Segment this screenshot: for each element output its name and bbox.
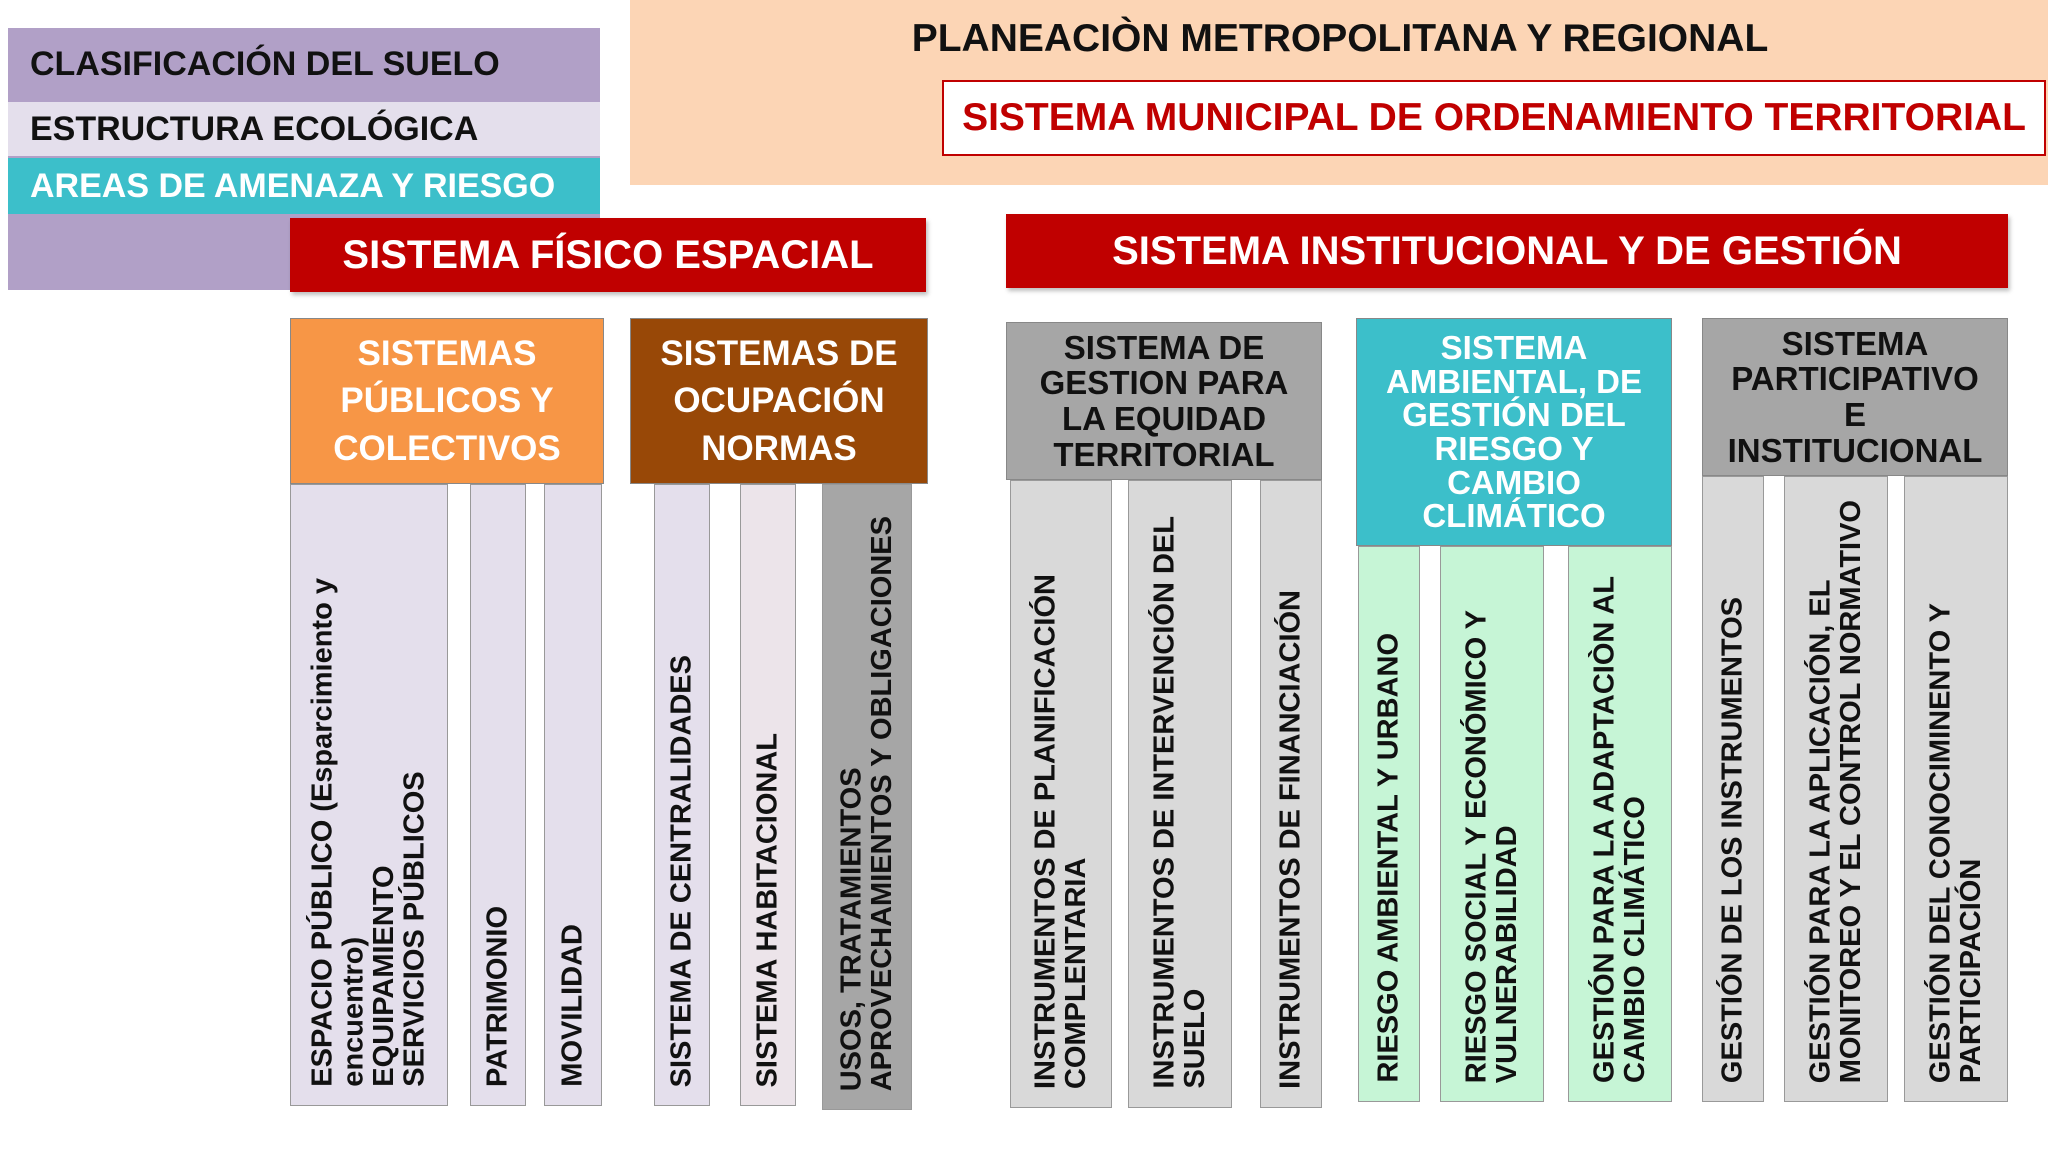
column-movilidad bbox=[544, 484, 602, 1106]
legend-item-estructura-ecologica bbox=[8, 102, 600, 156]
column-financiacion bbox=[1260, 480, 1322, 1108]
column-adaptacion-cambio-climatico bbox=[1568, 546, 1672, 1102]
column-patrimonio bbox=[470, 484, 526, 1106]
legend-item-clasificacion-suelo bbox=[8, 28, 600, 100]
column-label: INSTRUMENTOS DE FINANCIACIÓN bbox=[1274, 590, 1307, 1089]
column-control-normativo bbox=[1784, 476, 1888, 1102]
column-label: RIESGO SOCIAL Y ECONÓMICO Y VULNERABILIDAD bbox=[1460, 609, 1523, 1083]
column-label: INSTRUMENTOS DE PLANIFICACIÓN COMPLENTARIA bbox=[1029, 573, 1092, 1089]
column-riesgo-ambiental bbox=[1358, 546, 1420, 1102]
group-title: SISTEMA PARTICIPATIVO E INSTITUCIONAL bbox=[1727, 324, 1983, 469]
group-header-sistema-ambiental bbox=[1356, 318, 1672, 546]
column-label: GESTIÓN DEL CONOCIMINENTO Y PARTICIPACIÓN bbox=[1924, 602, 1987, 1083]
column-label: PATRIMONIO bbox=[481, 906, 514, 1087]
column-habitacional bbox=[740, 484, 796, 1106]
banner-sistema-institucional-gestion: SISTEMA INSTITUCIONAL Y DE GESTIÓN bbox=[1006, 214, 2008, 288]
column-label: ESPACIO PÚBLICO (Esparcimiento y encuentro) EQUIPAMIENTO SERVICIOS PÚBLICOS bbox=[306, 578, 431, 1087]
column-label: GESTIÓN DE LOS INSTRUMENTOS bbox=[1716, 596, 1749, 1083]
legend-label: CLASIFICACIÓN DEL SUELO bbox=[30, 44, 500, 83]
legend-item-amenaza-riesgo bbox=[8, 158, 600, 214]
group-title: SISTEMA AMBIENTAL, DE GESTIÓN DEL RIESGO Y CAMBIO CLIMÁTICO bbox=[1385, 329, 1643, 535]
banner-sistema-fisico-espacial: SISTEMA FÍSICO ESPACIAL bbox=[290, 218, 926, 292]
column-centralidades bbox=[654, 484, 710, 1106]
column-label: SISTEMA HABITACIONAL bbox=[751, 732, 784, 1087]
column-gestion-instrumentos bbox=[1702, 476, 1764, 1102]
group-header-sistemas-publicos bbox=[290, 318, 604, 484]
column-espacio-publico bbox=[290, 484, 448, 1106]
group-title: SISTEMAS DE OCUPACIÓN NORMAS bbox=[660, 334, 898, 468]
column-riesgo-social bbox=[1440, 546, 1544, 1102]
legend-label: ESTRUCTURA ECOLÓGICA bbox=[30, 109, 479, 148]
subtitle-box: SISTEMA MUNICIPAL DE ORDENAMIENTO TERRITORIAL bbox=[942, 80, 2046, 156]
group-title: SISTEMAS PÚBLICOS Y COLECTIVOS bbox=[333, 334, 561, 468]
column-planificacion-complementaria bbox=[1010, 480, 1112, 1108]
column-label: MOVILIDAD bbox=[556, 924, 589, 1087]
page-title: PLANEACIÒN METROPOLITANA Y REGIONAL bbox=[911, 17, 1769, 60]
column-label: RIESGO AMBIENTAL Y URBANO bbox=[1372, 633, 1405, 1083]
column-conocimiento-participacion bbox=[1904, 476, 2008, 1102]
column-label: GESTIÓN PARA LA APLICACIÓN, EL MONITOREO Y EL CONTROL NORMATIVO bbox=[1804, 499, 1867, 1083]
legend-label: AREAS DE AMENAZA Y RIESGO bbox=[30, 166, 556, 205]
group-header-sistema-participativo bbox=[1702, 318, 2008, 476]
column-label: USOS, TRATAMIENTOS APROVECHAMIENTOS Y OBLIGACIONES bbox=[835, 515, 898, 1091]
column-intervencion-suelo bbox=[1128, 480, 1232, 1108]
group-header-gestion-equidad bbox=[1006, 322, 1322, 480]
column-label: GESTIÓN PARA LA ADAPTACIÒN AL CAMBIO CLIMÁTICO bbox=[1588, 576, 1651, 1083]
column-label: INSTRUMENTOS DE INTERVENCIÓN DEL SUELO bbox=[1148, 516, 1211, 1089]
group-header-sistemas-ocupacion bbox=[630, 318, 928, 484]
column-usos-tratamientos bbox=[822, 484, 912, 1110]
column-label: SISTEMA DE CENTRALIDADES bbox=[665, 654, 698, 1087]
group-title: SISTEMA DE GESTION PARA LA EQUIDAD TERRITORIAL bbox=[1039, 328, 1289, 473]
